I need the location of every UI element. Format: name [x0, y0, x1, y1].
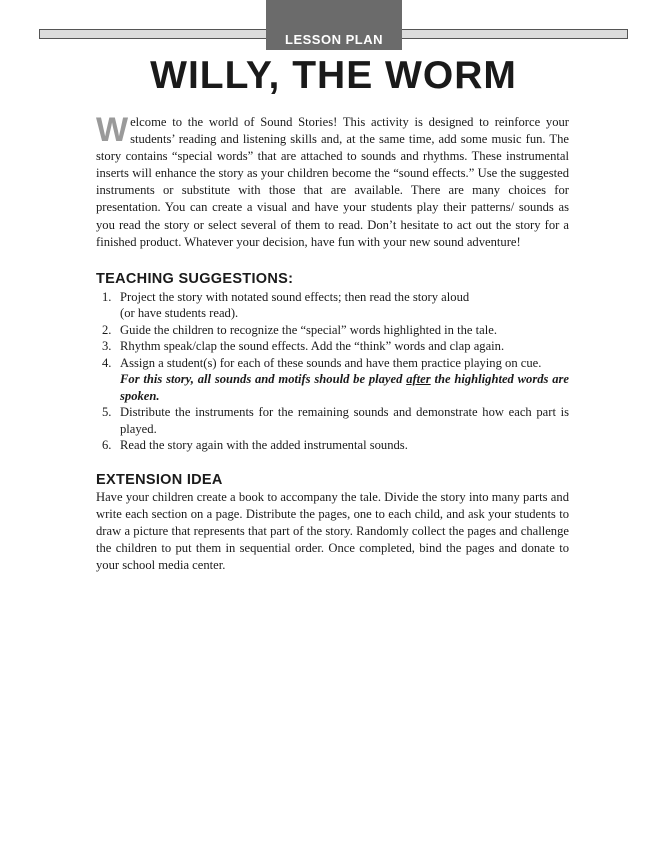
- teaching-section: [96, 271, 569, 454]
- item-text: Read the story again with the added instrumental sounds.: [120, 438, 408, 453]
- list-item: [96, 289, 569, 322]
- list-item: [96, 338, 569, 355]
- item-text: Distribute the instruments for the remaining sounds and demonstrate how each part is played.: [120, 405, 569, 436]
- extension-text: Have your children create a book to accompany the tale. Divide the story into many parts and write each section on a page. Distribute the pages, one to each child, and ask your students to draw a picture that represents that part of the story. Randomly collect the pages and challenge the children to put them in sequential order. Once completed, bind the pages and donate to your school media center.: [96, 489, 569, 573]
- item-number: 3.: [102, 339, 112, 354]
- teaching-heading: TEACHING SUGGESTIONS:: [96, 270, 294, 287]
- item-text: Project the story with notated sound effects; then read the story aloud: [120, 289, 470, 304]
- item-text: Rhythm speak/clap the sound effects. Add the “think” words and clap again.: [120, 339, 505, 354]
- page-title: WILLY, THE WORM: [150, 54, 517, 97]
- intro-text: elcome to the world of Sound Stories! This activity is designed to reinforce your students’ reading and listening skills and, at the same time, add some music fun. The story contains “special words” that are attached to sounds and rhythms. These instrumental inserts will enhance the story as your children become the “sound effects.” Use the suggested instruments or substitute with those that are available. There are many choices for presentation. You can create a visual and have your students play their patterns/ sounds as you read the story or select several of them to read. Don’t hesitate to act out the story for a finished product. Whatever your decision, have fun with your new sound adventure!: [96, 115, 569, 249]
- list-item: [96, 437, 569, 454]
- extension-heading: EXTENSION IDEA: [96, 471, 223, 488]
- list-item: [96, 322, 569, 339]
- item-number: 4.: [102, 355, 112, 370]
- item-number: 1.: [102, 289, 112, 304]
- list-item: [96, 404, 569, 437]
- item-number: 2.: [102, 322, 112, 337]
- lesson-plan-label: LESSON PLAN: [285, 32, 383, 47]
- item-note: [120, 371, 569, 404]
- teaching-list: [96, 289, 569, 454]
- lesson-plan-tab: [266, 0, 402, 50]
- list-item: [96, 355, 569, 405]
- note-emphasis: after: [406, 372, 431, 387]
- intro-paragraph: [96, 111, 569, 251]
- note-text-before: For this story, all sounds and motifs should be played: [120, 372, 407, 387]
- item-text-continued: (or have students read).: [120, 306, 239, 321]
- lesson-content: [96, 111, 569, 574]
- item-number: 6.: [102, 438, 112, 453]
- drop-cap: W: [96, 111, 129, 149]
- item-text: Assign a student(s) for each of these sounds and have them practice playing on cue.: [120, 355, 542, 370]
- item-text: Guide the children to recognize the “special” words highlighted in the tale.: [120, 322, 497, 337]
- item-number: 5.: [102, 405, 112, 420]
- extension-section: [96, 472, 569, 574]
- note-text-after: the highlighted words are spoken.: [120, 372, 569, 403]
